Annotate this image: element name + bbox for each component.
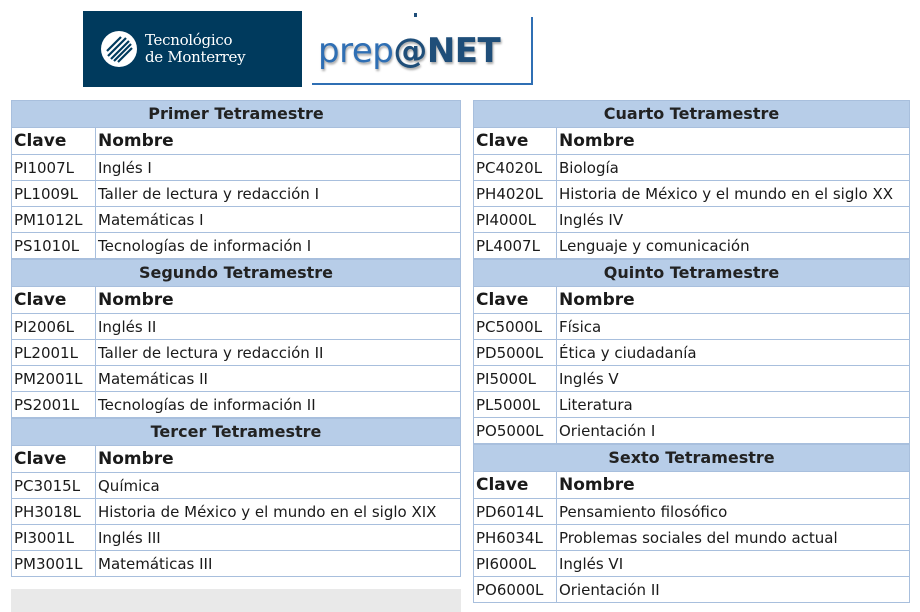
course-table: [11, 286, 461, 418]
tec-logo-line2: de Monterrey: [145, 48, 246, 66]
table-row: [474, 233, 910, 259]
course-code: PM3001L: [12, 551, 96, 577]
course-code: PL4007L: [474, 233, 557, 259]
course-code: PD6014L: [474, 499, 557, 525]
course-name: Orientación II: [557, 577, 910, 603]
course-code: PM2001L: [12, 366, 96, 392]
course-table: [473, 471, 910, 603]
course-name: Inglés V: [557, 366, 910, 392]
table-row: [12, 392, 461, 418]
course-code: PD5000L: [474, 340, 557, 366]
table-row: [12, 551, 461, 577]
right-column-terms: [473, 100, 910, 603]
term-title: Cuarto Tetramestre: [473, 100, 910, 127]
table-header-row: [12, 446, 461, 473]
course-name: Inglés VI: [557, 551, 910, 577]
table-row: [12, 155, 461, 181]
header-clave: Clave: [12, 128, 96, 155]
table-header-row: [12, 128, 461, 155]
prepanet-logo: [312, 11, 533, 85]
header-clave: Clave: [474, 287, 557, 314]
course-name: Tecnologías de información I: [96, 233, 461, 259]
tec-logo-text: [145, 32, 245, 66]
course-name: Lenguaje y comunicación: [557, 233, 910, 259]
course-table: [473, 286, 910, 444]
tec-logo-line1: Tecnológico: [145, 31, 233, 49]
table-row: [474, 314, 910, 340]
table-row: [474, 499, 910, 525]
logo-divider-horizontal: [312, 83, 533, 85]
course-name: Matemáticas II: [96, 366, 461, 392]
course-name: Problemas sociales del mundo actual: [557, 525, 910, 551]
course-table: [11, 445, 461, 577]
header-nombre: Nombre: [96, 287, 461, 314]
table-header-row: [12, 287, 461, 314]
course-name: Taller de lectura y redacción I: [96, 181, 461, 207]
header-nombre: Nombre: [557, 472, 910, 499]
course-name: Química: [96, 473, 461, 499]
term-section: [11, 259, 461, 418]
table-row: [474, 181, 910, 207]
table-row: [474, 525, 910, 551]
term-section: [473, 259, 910, 444]
table-row: [474, 392, 910, 418]
course-name: Física: [557, 314, 910, 340]
course-code: PC5000L: [474, 314, 557, 340]
table-row: [474, 207, 910, 233]
table-row: [474, 366, 910, 392]
table-row: [12, 366, 461, 392]
header-nombre: Nombre: [557, 287, 910, 314]
course-code: PL2001L: [12, 340, 96, 366]
course-code: PC3015L: [12, 473, 96, 499]
course-name: Historia de México y el mundo en el siglo XX: [557, 181, 910, 207]
term-title: Quinto Tetramestre: [473, 259, 910, 286]
course-code: PO5000L: [474, 418, 557, 444]
course-code: PH4020L: [474, 181, 557, 207]
course-code: PL1009L: [12, 181, 96, 207]
course-name: Taller de lectura y redacción II: [96, 340, 461, 366]
course-name: Biología: [557, 155, 910, 181]
table-row: [12, 314, 461, 340]
course-name: Ética y ciudadanía: [557, 340, 910, 366]
course-code: PM1012L: [12, 207, 96, 233]
table-row: [474, 577, 910, 603]
term-title: Segundo Tetramestre: [11, 259, 461, 286]
table-row: [12, 525, 461, 551]
tec-emblem-icon: [99, 29, 139, 69]
header-clave: Clave: [12, 287, 96, 314]
table-row: [474, 551, 910, 577]
term-title: Sexto Tetramestre: [473, 444, 910, 471]
course-table: [11, 127, 461, 259]
term-title: Tercer Tetramestre: [11, 418, 461, 445]
course-code: PI3001L: [12, 525, 96, 551]
course-code: PS1010L: [12, 233, 96, 259]
header-clave: Clave: [474, 128, 557, 155]
course-name: Inglés III: [96, 525, 461, 551]
course-code: PI5000L: [474, 366, 557, 392]
bottom-gray-band: [11, 589, 461, 612]
term-section: [11, 418, 461, 577]
left-column-terms: [11, 100, 461, 577]
course-name: Historia de México y el mundo en el siglo XIX: [96, 499, 461, 525]
table-row: [12, 473, 461, 499]
table-row: [474, 340, 910, 366]
table-row: [12, 207, 461, 233]
course-name: Matemáticas III: [96, 551, 461, 577]
course-name: Inglés IV: [557, 207, 910, 233]
course-code: PI1007L: [12, 155, 96, 181]
tec-monterrey-logo: [83, 11, 302, 87]
table-row: [474, 155, 910, 181]
header-nombre: Nombre: [96, 446, 461, 473]
header-clave: Clave: [474, 472, 557, 499]
table-row: [12, 340, 461, 366]
course-code: PI4000L: [474, 207, 557, 233]
table-header-row: [474, 287, 910, 314]
term-section: [11, 100, 461, 259]
table-header-row: [474, 472, 910, 499]
course-name: Literatura: [557, 392, 910, 418]
course-table: [473, 127, 910, 259]
term-title: Primer Tetramestre: [11, 100, 461, 127]
table-header-row: [474, 128, 910, 155]
course-code: PC4020L: [474, 155, 557, 181]
table-row: [12, 499, 461, 525]
term-section: [473, 444, 910, 603]
logo-divider-vertical: [531, 17, 533, 83]
course-code: PI2006L: [12, 314, 96, 340]
prepanet-word-part2: @NET: [393, 31, 501, 71]
course-name: Orientación I: [557, 418, 910, 444]
course-name: Inglés I: [96, 155, 461, 181]
course-code: PO6000L: [474, 577, 557, 603]
prepanet-wordmark: [318, 31, 500, 71]
course-code: PI6000L: [474, 551, 557, 577]
course-code: PS2001L: [12, 392, 96, 418]
course-name: Matemáticas I: [96, 207, 461, 233]
course-code: PH3018L: [12, 499, 96, 525]
header-nombre: Nombre: [557, 128, 910, 155]
prepanet-word-part1: prep: [318, 31, 394, 71]
header-clave: Clave: [12, 446, 96, 473]
table-row: [12, 233, 461, 259]
course-code: PH6034L: [474, 525, 557, 551]
course-code: PL5000L: [474, 392, 557, 418]
table-row: [12, 181, 461, 207]
header-nombre: Nombre: [96, 128, 461, 155]
course-name: Tecnologías de información II: [96, 392, 461, 418]
logo-mark: [414, 13, 417, 17]
course-name: Pensamiento filosófico: [557, 499, 910, 525]
course-name: Inglés II: [96, 314, 461, 340]
table-row: [474, 418, 910, 444]
term-section: [473, 100, 910, 259]
